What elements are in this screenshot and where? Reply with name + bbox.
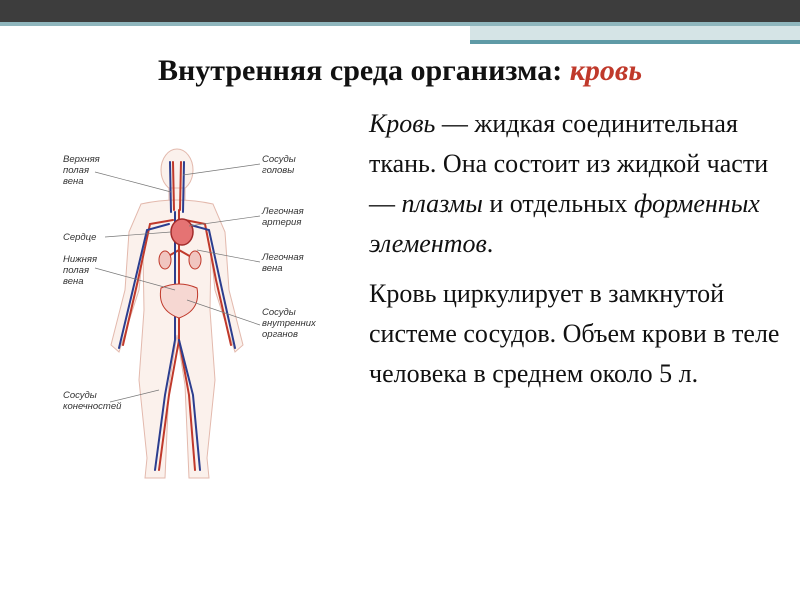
title-accent: кровь	[569, 54, 643, 87]
label-superior-vena-cava: Верхняя полая вена	[63, 154, 100, 187]
circulation-paragraph: Кровь циркулирует в замкнутой системе сосудов. Объем крови в теле человека в среднем около 5 л.	[369, 279, 780, 388]
slide-text	[369, 104, 789, 394]
accent-line	[470, 40, 800, 44]
circulatory-system-diagram	[55, 140, 355, 495]
label-head-vessels: Сосуды головы	[262, 154, 296, 176]
top-bar	[0, 0, 800, 22]
label-inferior-vena-cava: Нижняя полая вена	[63, 254, 98, 287]
title-main: Внутренняя среда организма:	[157, 54, 570, 87]
label-heart: Сердце	[63, 232, 97, 243]
accent-block	[470, 26, 800, 40]
label-organ-vessels: Сосуды внутренних органов	[262, 307, 316, 340]
label-pulmonary-artery: Легочная артерия	[262, 206, 304, 228]
slide-title	[0, 54, 800, 88]
label-pulmonary-vein: Легочная вена	[262, 252, 304, 274]
definition-paragraph: Кровь — жидкая соединительная ткань. Она состоит из жидкой части — плазмы и отдельных форменных элементов.	[369, 109, 769, 258]
label-limb-vessels: Сосуды конечностей	[63, 390, 122, 412]
